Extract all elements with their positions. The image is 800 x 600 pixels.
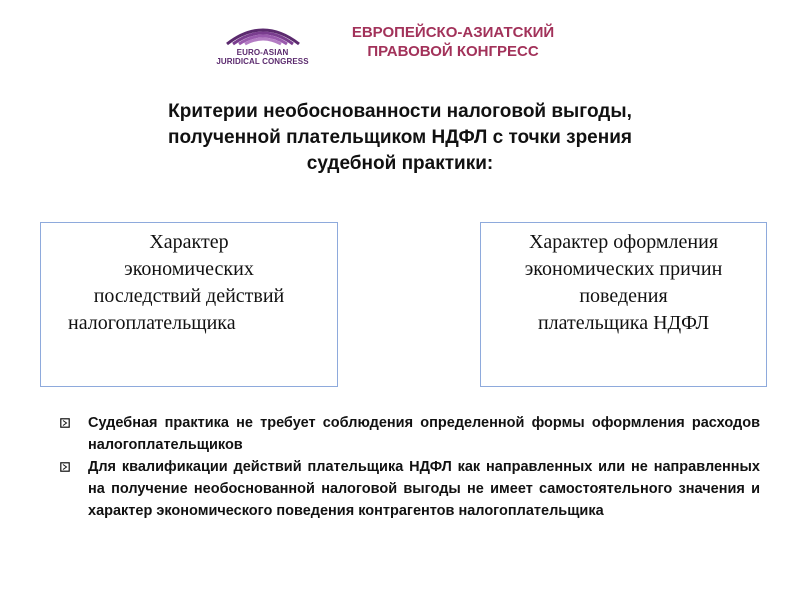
bullet-text: Судебная практика не требует соблюдения определенной формы оформления расходов налогоплательщиков (88, 415, 760, 453)
criterion-box-left (40, 222, 338, 387)
criterion-left-line2: экономических (124, 258, 254, 280)
org-name-line2: ПРАВОВОЙ КОНГРЕСС (367, 43, 539, 60)
criterion-left-line4: налогоплательщика (68, 312, 236, 334)
list-item (60, 456, 760, 522)
criterion-right-line1: Характер оформления (528, 231, 719, 253)
list-item (60, 412, 760, 456)
congress-arcs-icon (223, 18, 303, 46)
criterion-right-line2: экономических причин (524, 258, 723, 280)
logo (205, 18, 320, 68)
title-line2: полученной плательщиком НДФЛ с точки зрения (167, 127, 632, 148)
criterion-left-line3: последствий действий (93, 285, 285, 307)
bullet-text: Для квалификации действий плательщика НДФЛ как направленных или не направленных на получение необоснованной налоговой выгоды не имеет самостоятельного значения и характер экономического поведения контрагентов налогоплательщика (88, 459, 760, 519)
header (205, 18, 585, 70)
criterion-box-right (480, 222, 767, 387)
logo-text-line1: EURO-ASIAN (236, 48, 289, 57)
criterion-left-line1: Характер (149, 231, 229, 253)
title-line3: судебной практики: (306, 153, 494, 174)
organization-name (323, 23, 583, 61)
slide-title (60, 99, 740, 177)
checkbox-bullet-icon (60, 418, 70, 428)
criterion-right-line3: поведения (579, 285, 668, 307)
bullet-list (60, 412, 760, 522)
criterion-right-line4: плательщика НДФЛ (537, 312, 710, 334)
checkbox-bullet-icon (60, 462, 70, 472)
org-name-line1: ЕВРОПЕЙСКО-АЗИАТСКИЙ (351, 24, 555, 41)
title-line1: Критерии необоснованности налоговой выгоды, (168, 101, 632, 122)
logo-text-line2: JURIDICAL CONGRESS (216, 57, 309, 66)
